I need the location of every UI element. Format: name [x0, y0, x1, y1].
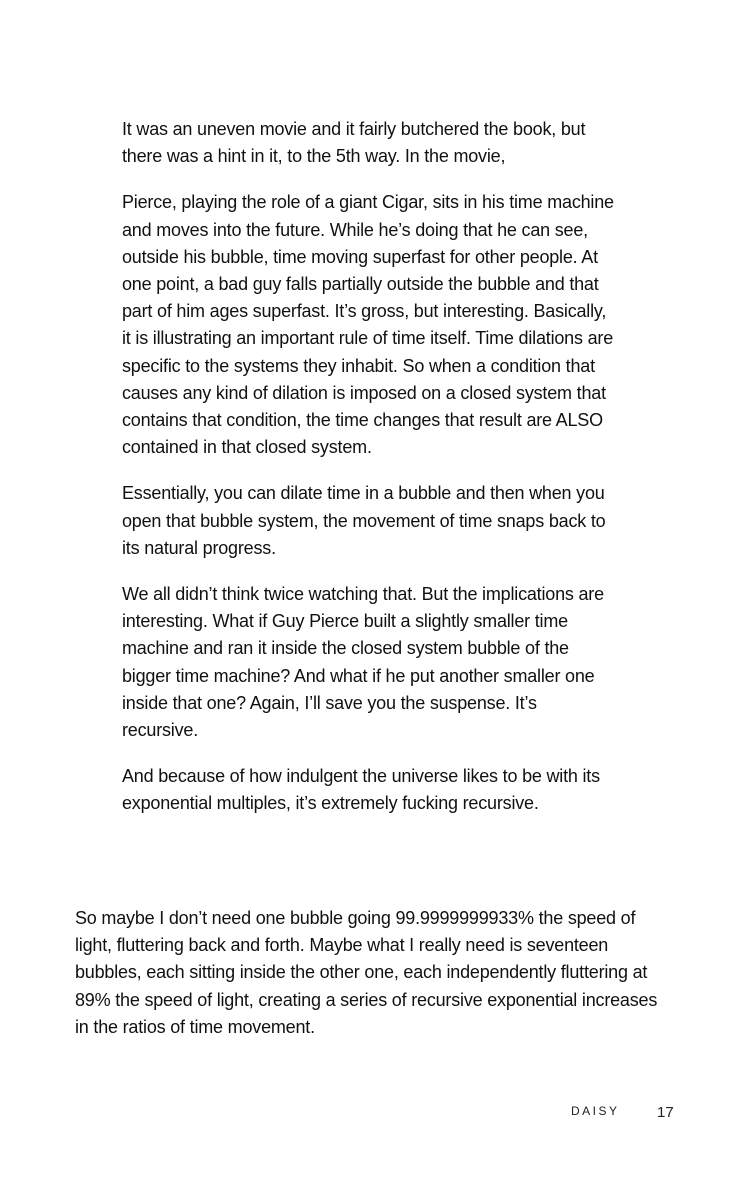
page-number: 17: [657, 1104, 674, 1121]
quote-paragraph-5: And because of how indulgent the universe likes to be with its exponential multiples, it’s extremely fucking recursive.: [122, 766, 600, 814]
quote-paragraph-1: It was an uneven movie and it fairly butchered the book, but there was a hint in it, to the 5th way. In the movie,: [122, 119, 586, 167]
block-quote: [122, 116, 614, 837]
body-text: [75, 905, 667, 1041]
running-footer-title: DAISY: [571, 1104, 620, 1118]
body-paragraph: So maybe I don’t need one bubble going 99.9999999933% the speed of light, fluttering back and forth. Maybe what I really need is seventeen bubbles, each sitting inside the other one, each independently fluttering at 89% the speed of light, creating a series of recursive exponential increases in the ratios of time movement.: [75, 908, 658, 1037]
quote-paragraph-4: We all didn’t think twice watching that. But the implications are interesting. What if Guy Pierce built a slightly smaller time machine and ran it inside the closed system bubble of the bigger time machine? And what if he put another smaller one inside that one? Again, I’ll save you the suspense. It’s recursive.: [122, 584, 604, 741]
quote-paragraph-2: Pierce, playing the role of a giant Cigar, sits in his time machine and moves into the future. While he’s doing that he can see, outside his bubble, time moving superfast for other people. At one point, a bad guy falls partially outside the bubble and that part of him ages superfast. It’s gross, but interesting. Basically, it is illustrating an important rule of time itself. Time dilations are specific to the systems they inhabit. So when a condition that causes any kind of dilation is imposed on a closed system that contains that condition, the time changes that result are ALSO contained in that closed system.: [122, 192, 614, 458]
quote-paragraph-3: Essentially, you can dilate time in a bubble and then when you open that bubble system, the movement of time snaps back to its natural progress.: [122, 483, 606, 558]
